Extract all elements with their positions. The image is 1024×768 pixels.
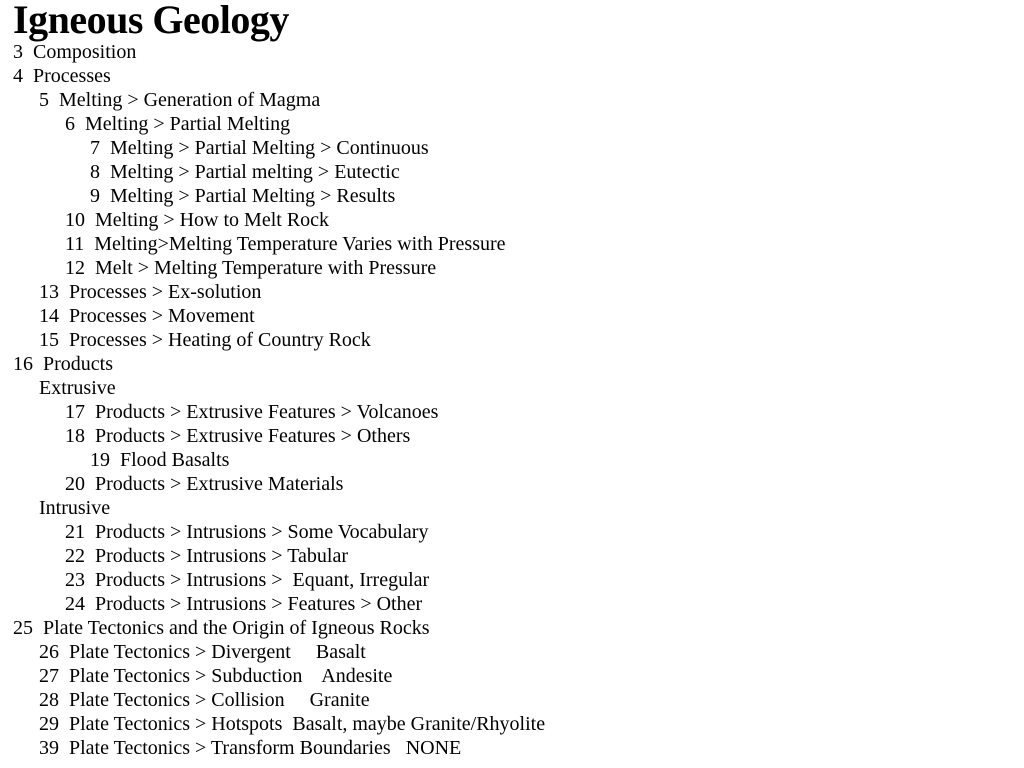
outline-item[interactable]: 12 Melt > Melting Temperature with Pressure <box>65 257 437 279</box>
outline-item[interactable]: 14 Processes > Movement <box>39 305 255 327</box>
outline-item[interactable]: 21 Products > Intrusions > Some Vocabulary <box>65 521 429 543</box>
outline-item[interactable]: 13 Processes > Ex-solution <box>39 281 262 303</box>
outline-item[interactable]: 5 Melting > Generation of Magma <box>39 89 321 111</box>
document-page <box>13 0 1013 760</box>
outline-item[interactable]: 8 Melting > Partial melting > Eutectic <box>90 161 400 183</box>
outline-item[interactable]: 3 Composition <box>13 41 137 63</box>
outline-item[interactable]: 24 Products > Intrusions > Features > Other <box>65 593 423 615</box>
outline-item[interactable]: 28 Plate Tectonics > Collision Granite <box>39 689 370 711</box>
outline-item[interactable]: 10 Melting > How to Melt Rock <box>65 209 330 231</box>
outline-item[interactable]: 39 Plate Tectonics > Transform Boundaries NONE <box>39 737 462 759</box>
outline-item[interactable]: 9 Melting > Partial Melting > Results <box>90 185 396 207</box>
outline-item[interactable]: 15 Processes > Heating of Country Rock <box>39 329 371 351</box>
outline-item[interactable]: 11 Melting>Melting Temperature Varies with Pressure <box>65 233 506 255</box>
outline-item[interactable]: 22 Products > Intrusions > Tabular <box>65 545 348 567</box>
outline-item[interactable]: 19 Flood Basalts <box>90 449 230 471</box>
outline-item[interactable]: 6 Melting > Partial Melting <box>65 113 291 135</box>
outline-item[interactable]: 26 Plate Tectonics > Divergent Basalt <box>39 641 366 663</box>
outline-list <box>13 40 1013 760</box>
outline-item[interactable]: 16 Products <box>13 353 113 375</box>
outline-item[interactable]: 23 Products > Intrusions > Equant, Irregular <box>65 569 430 591</box>
outline-item[interactable]: 25 Plate Tectonics and the Origin of Igneous Rocks <box>13 617 430 639</box>
outline-item[interactable]: Intrusive <box>39 497 111 519</box>
outline-item[interactable]: 7 Melting > Partial Melting > Continuous <box>90 137 429 159</box>
outline-item[interactable]: 17 Products > Extrusive Features > Volcanoes <box>65 401 439 423</box>
outline-item[interactable]: 20 Products > Extrusive Materials <box>65 473 344 495</box>
outline-item[interactable]: 29 Plate Tectonics > Hotspots Basalt, maybe Granite/Rhyolite <box>39 713 546 735</box>
outline-item[interactable]: 4 Processes <box>13 65 111 87</box>
document-title: Igneous Geology <box>13 0 289 42</box>
outline-item[interactable]: 27 Plate Tectonics > Subduction Andesite <box>39 665 393 687</box>
outline-item[interactable]: 18 Products > Extrusive Features > Others <box>65 425 411 447</box>
outline-item[interactable]: Extrusive <box>39 377 116 399</box>
